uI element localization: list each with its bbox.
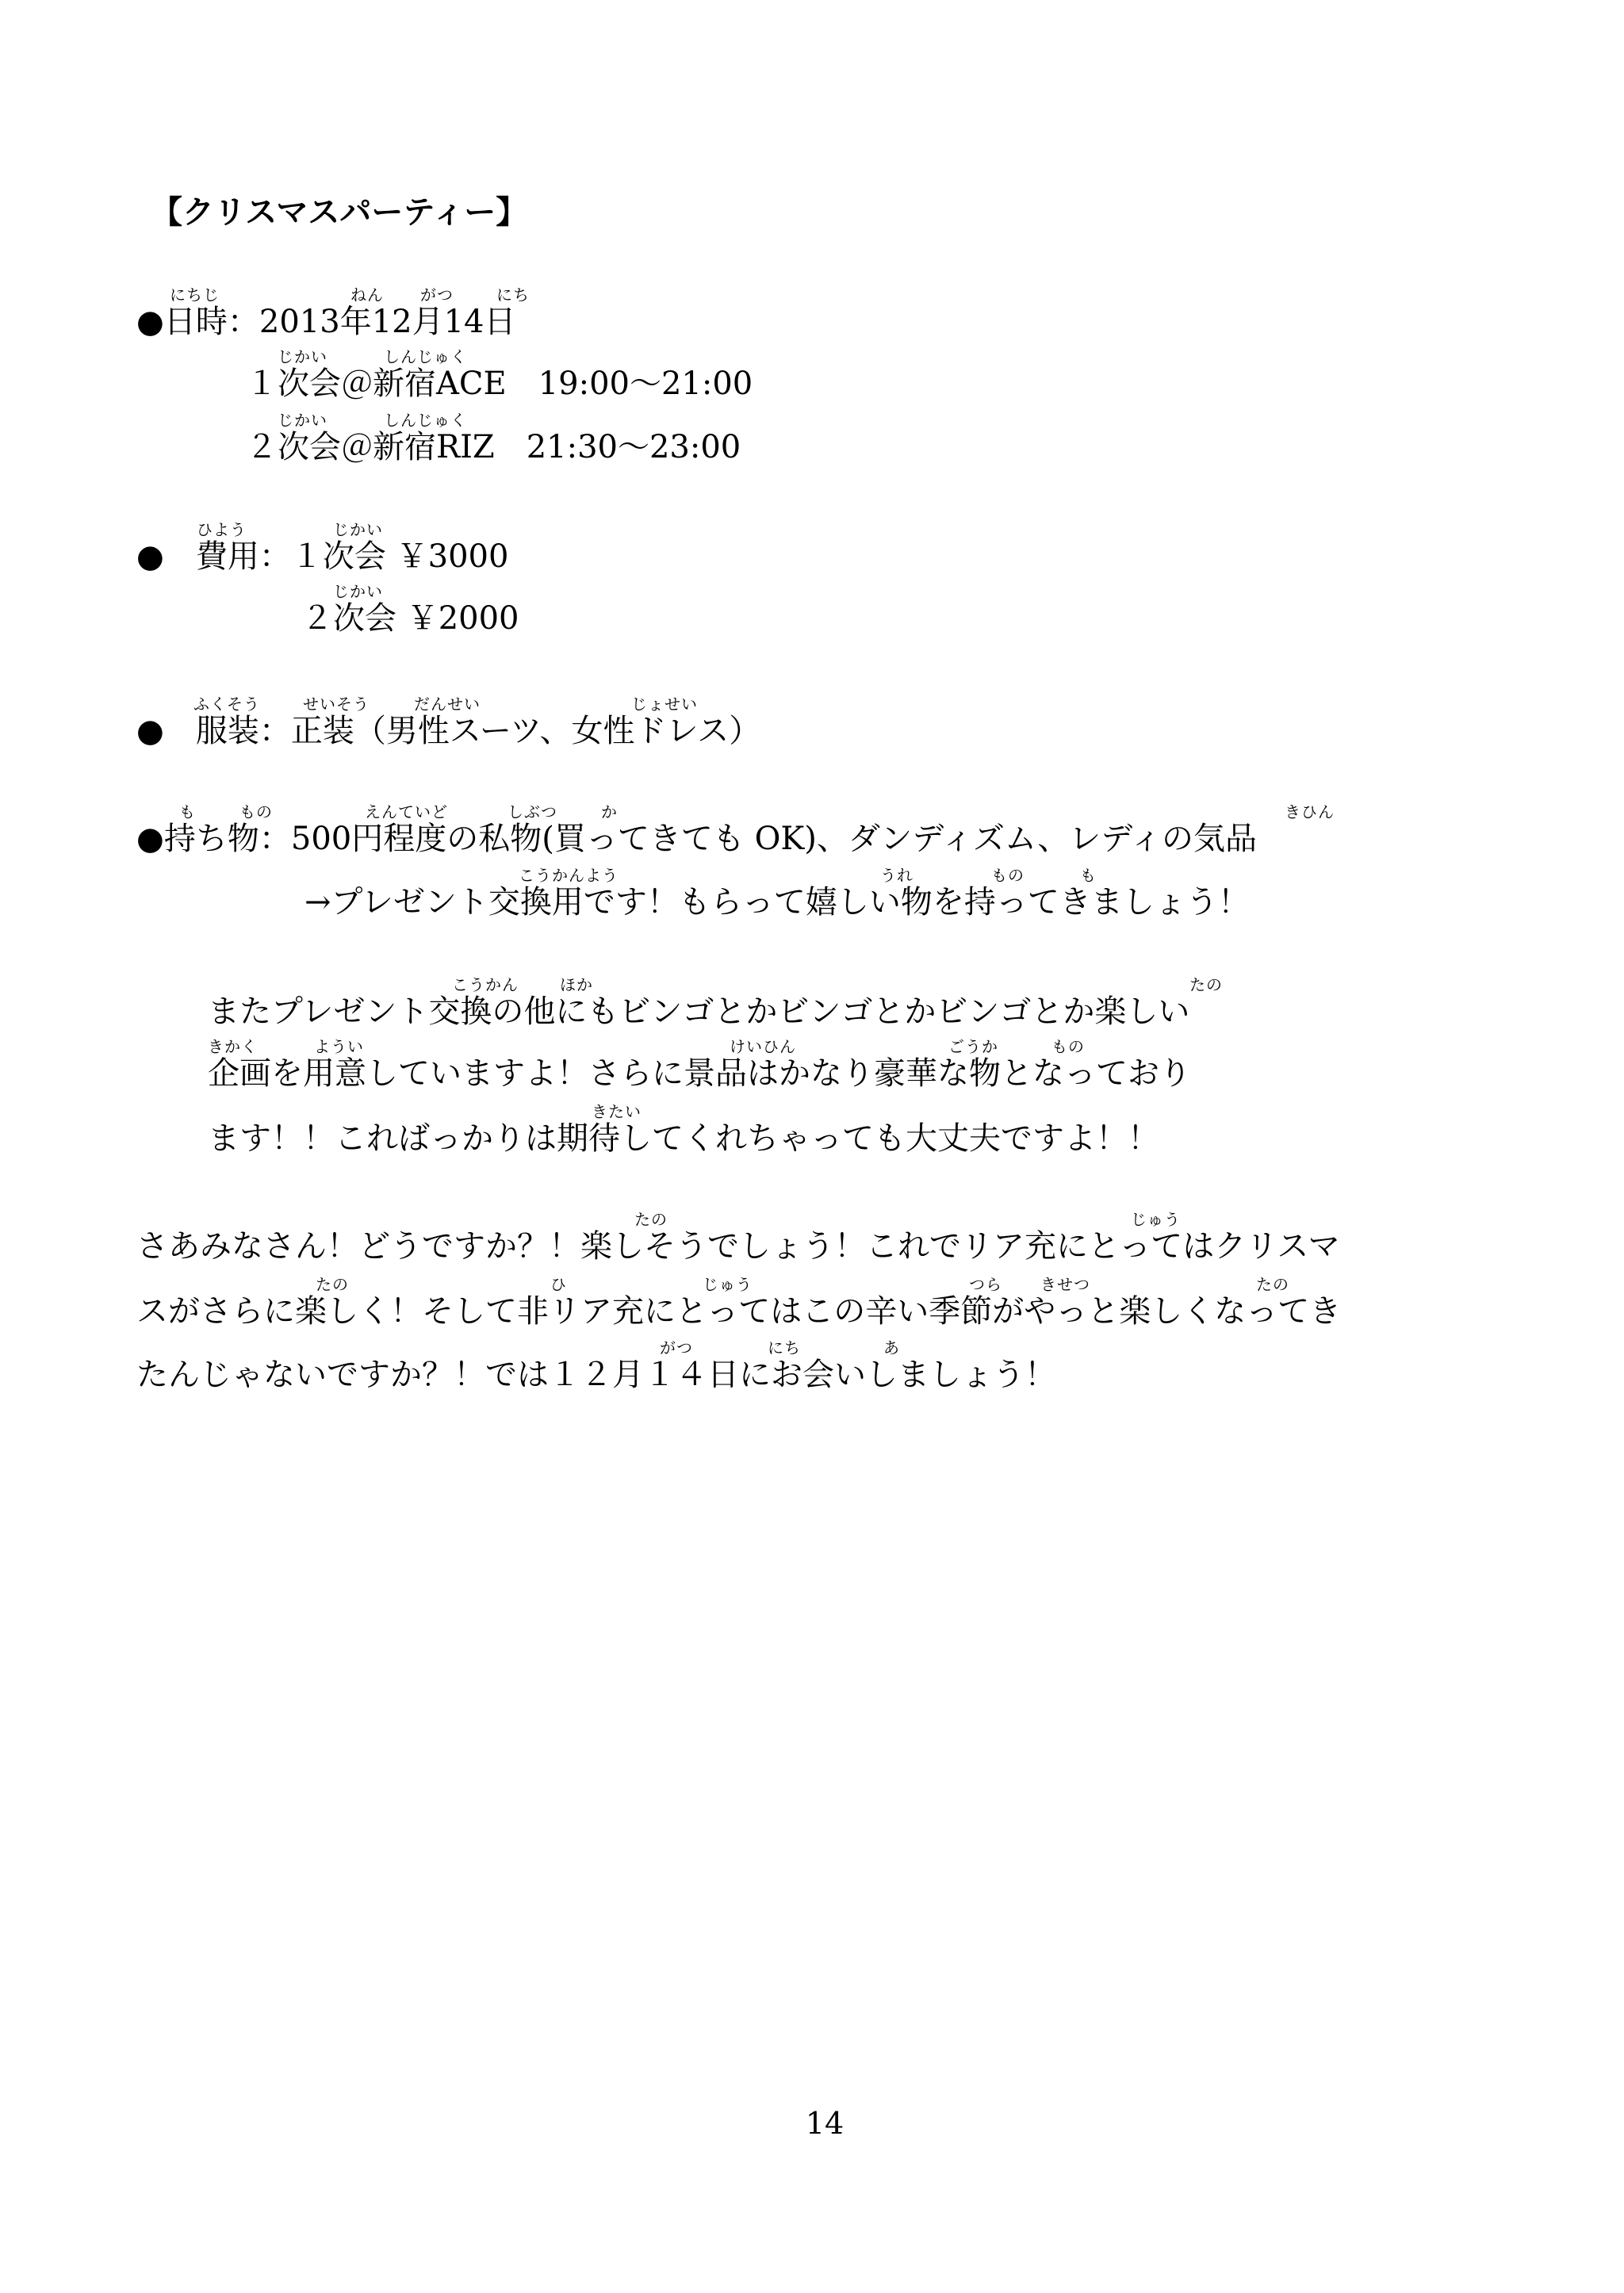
ruby-tano-closing-2: たの: [316, 1275, 349, 1294]
ruby-kitai: きたい: [592, 1102, 642, 1121]
first-party-line: １次会＠新宿ACE 19:00～21:00: [246, 366, 753, 402]
second-party-line: ２次会＠新宿RIZ 21:30～23:00: [246, 429, 741, 465]
cost-second-line: ２次会 ￥2000: [301, 600, 519, 637]
ruby-jikai-1: じかい: [278, 347, 327, 366]
ruby-fukusou: ふくそう: [193, 695, 260, 714]
document-title: 【クリスマスパーティー】: [151, 193, 528, 231]
ruby-josei: じょせい: [631, 695, 698, 714]
ruby-shinjuku-1: しんじゅく: [384, 347, 467, 366]
ruby-hi: ひ: [550, 1275, 567, 1294]
ruby-enteido: えんていど: [365, 802, 448, 821]
closing-line-3: たんじゃないですか？！では１２月１４日にお会いしましょう！: [136, 1357, 1056, 1393]
ruby-kisetsu: きせつ: [1040, 1275, 1090, 1294]
bingo-line-2: 企画を用意していますよ！さらに景品はかなり豪華な物となっており: [208, 1055, 1191, 1092]
bingo-line-3: ます！！こればっかりは期待してくれちゃっても大丈夫ですよ！！: [208, 1120, 1159, 1157]
ruby-nen: ねん: [350, 285, 384, 304]
ruby-nichiji: にちじ: [170, 285, 220, 304]
closing-line-2: スがさらに楽しく！そして非リア充にとってはこの辛い季節がやっと楽しくなってき: [136, 1293, 1342, 1330]
ruby-shinjuku-2: しんじゅく: [384, 411, 467, 430]
ruby-juu-2: じゅう: [703, 1275, 753, 1294]
ruby-tano-bingo: たの: [1189, 975, 1223, 994]
ruby-mono-3: もの: [1051, 1037, 1085, 1056]
ruby-seisou: せいそう: [303, 695, 370, 714]
page-number: 14: [805, 2106, 845, 2141]
dress-line: ● 服装：正装（男性スーツ、女性ドレス）: [136, 713, 761, 749]
cost-line: ● 費用：１次会 ￥3000: [136, 538, 509, 575]
ruby-ka: か: [601, 802, 618, 821]
ruby-juu-1: じゅう: [1131, 1210, 1181, 1229]
closing-line-1: さあみなさん！どうですか？！楽しそうでしょう！これでリア充にとってはクリスマ: [136, 1228, 1340, 1265]
ruby-youi: ようい: [314, 1037, 364, 1056]
ruby-kihin: きひん: [1285, 802, 1335, 821]
ruby-tsura: つら: [969, 1275, 1002, 1294]
items-note-line: →プレゼント交換用です！もらって嬉しい物を持ってきましょう！: [304, 884, 1250, 921]
ruby-gouka: ごうか: [948, 1037, 998, 1056]
ruby-koukan: こうかん: [452, 975, 519, 994]
ruby-hiyou: ひよう: [197, 520, 247, 539]
ruby-dansei: だんせい: [414, 695, 481, 714]
ruby-mono-2: もの: [991, 866, 1025, 885]
ruby-a: あ: [883, 1338, 900, 1357]
ruby-ure: うれ: [880, 866, 914, 885]
ruby-mo-2: も: [1080, 866, 1097, 885]
ruby-kikaku: きかく: [208, 1037, 258, 1056]
ruby-jikai-cost-1: じかい: [333, 520, 383, 539]
ruby-mo: も: [179, 802, 196, 821]
ruby-nichi-closing: にち: [768, 1338, 801, 1357]
ruby-shibutsu: しぶつ: [508, 802, 557, 821]
ruby-hoka: ほか: [560, 975, 593, 994]
bingo-line-1: またプレゼント交換の他にもビンゴとかビンゴとかビンゴとか楽しい: [208, 993, 1190, 1030]
ruby-gatsu-closing: がつ: [660, 1338, 693, 1357]
ruby-nichi: にち: [496, 285, 530, 304]
ruby-koukanyou: こうかんよう: [519, 866, 619, 885]
items-line: ●持ち物：500円程度の私物(買ってきても OK)、ダンディズム、レディの気品: [136, 821, 1258, 857]
datetime-line: ●日時：2013年12月14日: [136, 304, 516, 340]
ruby-jikai-2: じかい: [278, 411, 327, 430]
ruby-tano-closing-1: たの: [634, 1210, 668, 1229]
ruby-jikai-cost-2: じかい: [333, 582, 383, 601]
ruby-tano-closing-3: たの: [1256, 1275, 1289, 1294]
ruby-mono: もの: [239, 802, 273, 821]
ruby-gatsu: がつ: [420, 285, 454, 304]
ruby-keihin: けいひん: [730, 1037, 796, 1056]
